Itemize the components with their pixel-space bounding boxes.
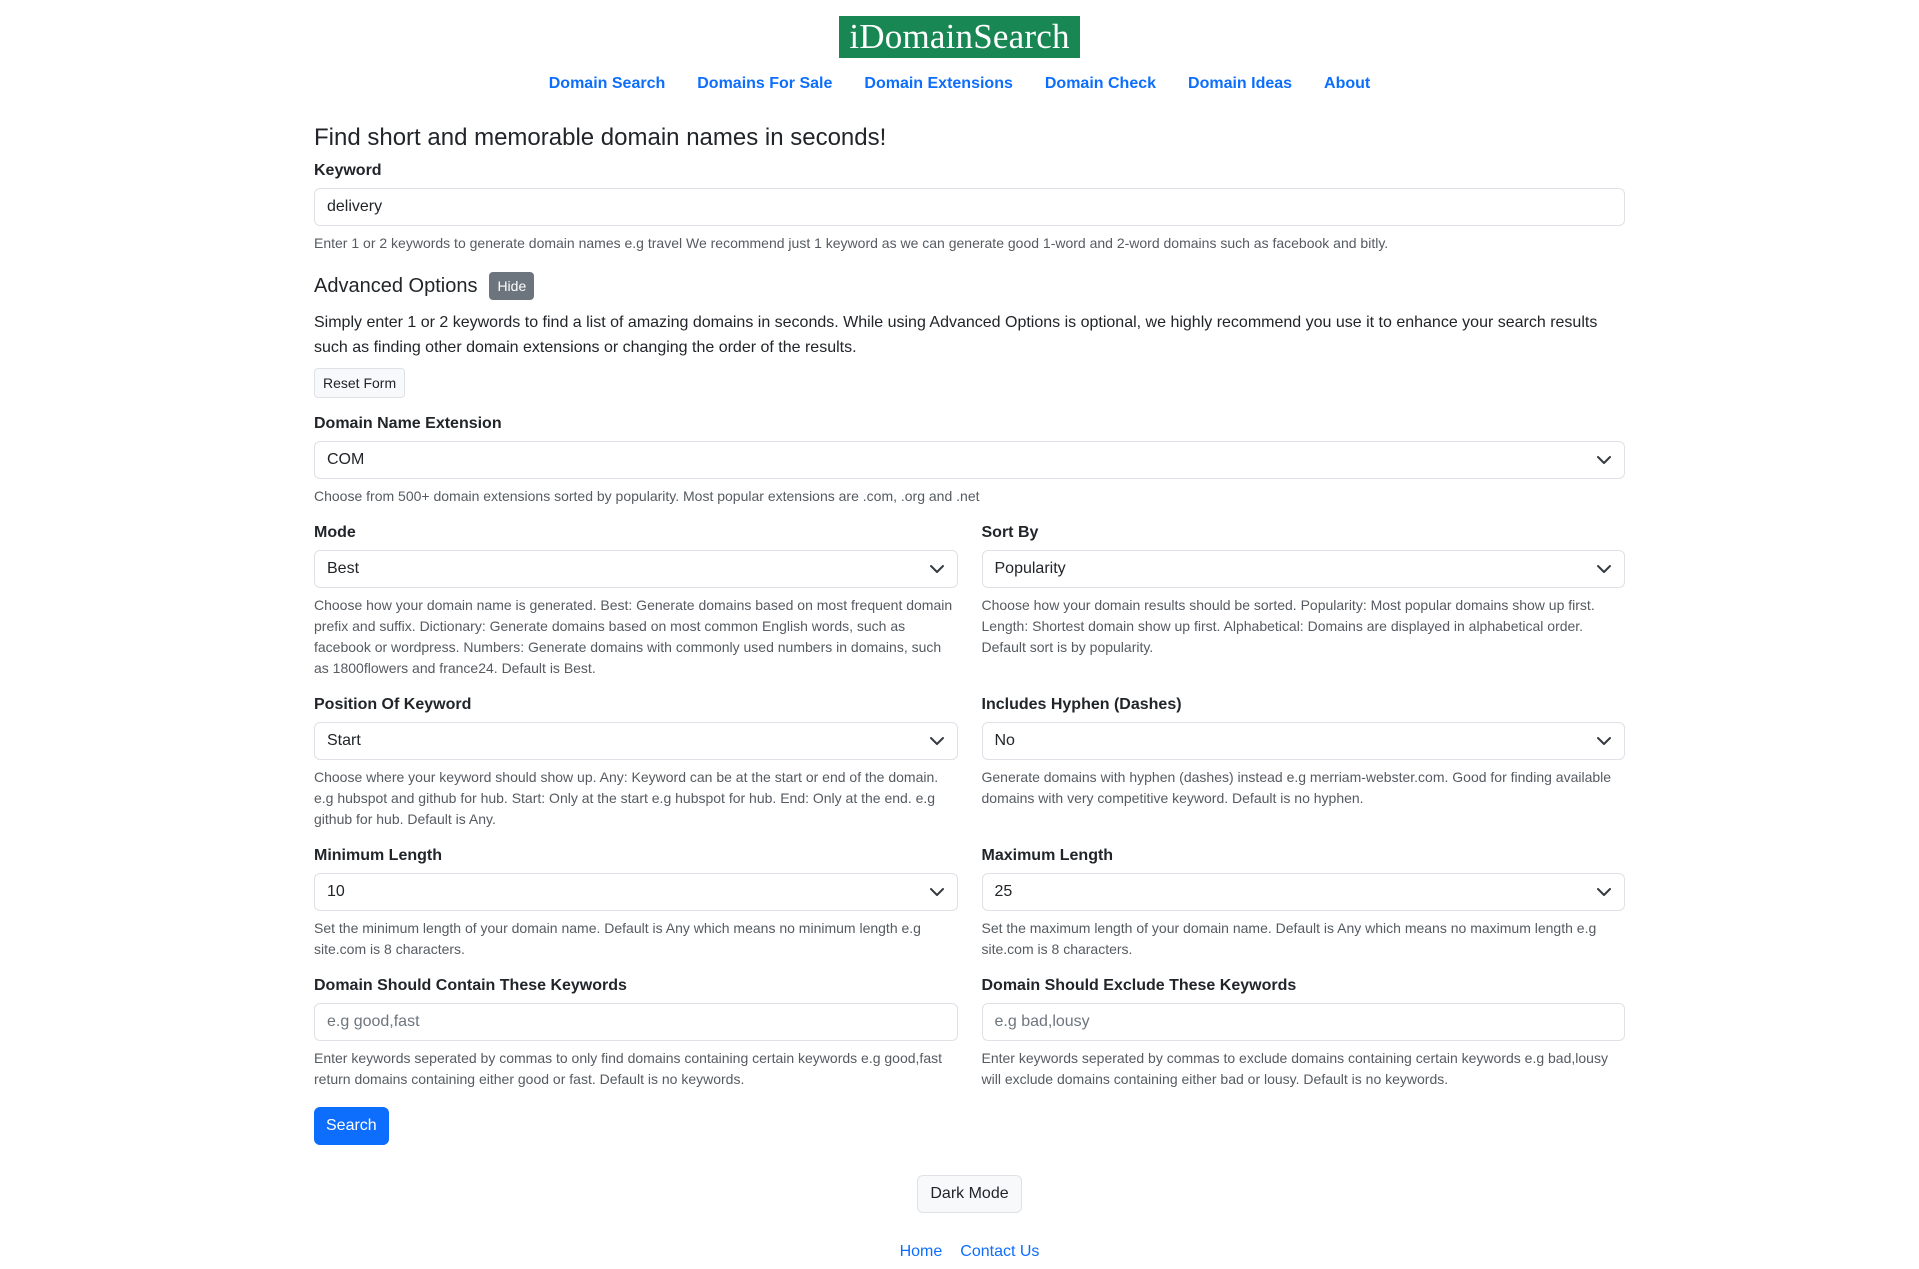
- footer-home-link[interactable]: Home: [899, 1243, 943, 1260]
- max-length-select[interactable]: [982, 873, 1626, 911]
- extension-help: Choose from 500+ domain extensions sorted by popularity. Most popular extensions are .com, .org and .net: [314, 488, 980, 504]
- position-help: Choose where your keyword should show up. Any: Keyword can be at the start or end of the domain. e.g hubspot and github for hub. Start: Only at the start e.g hubspot for hub. End: Only at the end. e.g github for hub. Default is Any.: [314, 769, 939, 827]
- exclude-help: Enter keywords seperated by commas to exclude domains containing certain keywords e.g bad,lousy will exclude domains containing either bad or lousy. Default is no keywords.: [981, 1050, 1608, 1087]
- contain-help: Enter keywords seperated by commas to only find domains containing certain keywords e.g good,fast return domains containing either good or fast. Default is no keywords.: [314, 1050, 942, 1087]
- chevron-down-icon: [1596, 452, 1612, 468]
- nav-domain-search[interactable]: Domain Search: [548, 75, 666, 92]
- nav-domain-ideas[interactable]: Domain Ideas: [1188, 75, 1293, 92]
- exclude-keywords-input[interactable]: [982, 1003, 1626, 1041]
- dark-mode-button[interactable]: Dark Mode: [917, 1175, 1021, 1213]
- keyword-help: Enter 1 or 2 keywords to generate domain names e.g travel We recommend just 1 keyword as we can generate good 1-word and 2-word domains such as facebook and bitly.: [314, 235, 1389, 251]
- chevron-down-icon: [929, 884, 945, 900]
- footer: [314, 1243, 1625, 1261]
- chevron-down-icon: [929, 733, 945, 749]
- min-length-label: Minimum Length: [314, 847, 442, 864]
- advanced-options-description: Simply enter 1 or 2 keywords to find a list of amazing domains in seconds. While using Advanced Options is optional, we highly recommend you use it to enhance your search results such as finding other domain extensions or changing the order of the results.: [314, 314, 1598, 356]
- position-label: Position Of Keyword: [314, 696, 472, 713]
- min-length-value: 10: [327, 883, 345, 900]
- contain-keywords-input[interactable]: [314, 1003, 958, 1041]
- site-logo[interactable]: iDomainSearch: [839, 16, 1079, 58]
- chevron-down-icon: [929, 561, 945, 577]
- exclude-label: Domain Should Exclude These Keywords: [981, 977, 1297, 994]
- nav-domains-for-sale[interactable]: Domains For Sale: [697, 75, 833, 92]
- footer-contact-link[interactable]: Contact Us: [960, 1243, 1040, 1260]
- hyphen-help: Generate domains with hyphen (dashes) instead e.g merriam-webster.com. Good for finding available domains with very competitive keyword. Default is no hyphen.: [981, 769, 1612, 806]
- nav-domain-check[interactable]: Domain Check: [1044, 75, 1157, 92]
- mode-help: Choose how your domain name is generated. Best: Generate domains based on most frequent domain prefix and suffix. Dictionary: Generate domains based on most common English words, such as facebook or wordpress. Numbers: Generate domains with commonly used numbers in domains, such as 1800flowers and france24. Default is Best.: [314, 597, 953, 676]
- contain-label: Domain Should Contain These Keywords: [314, 977, 627, 994]
- max-length-help: Set the maximum length of your domain name. Default is Any which means no maximum length e.g site.com is 8 characters.: [981, 920, 1597, 957]
- keyword-input[interactable]: [314, 188, 1625, 226]
- hide-advanced-button[interactable]: Hide: [489, 272, 534, 300]
- max-length-label: Maximum Length: [981, 847, 1114, 864]
- mode-label: Mode: [314, 524, 356, 541]
- mode-value: Best: [327, 560, 360, 577]
- sort-value: Popularity: [994, 560, 1066, 577]
- page-title: Find short and memorable domain names in seconds!: [314, 124, 887, 151]
- hyphen-select[interactable]: [982, 722, 1626, 760]
- chevron-down-icon: [1596, 733, 1612, 749]
- search-button[interactable]: Search: [314, 1107, 389, 1145]
- nav-domain-extensions[interactable]: Domain Extensions: [864, 75, 1013, 92]
- reset-form-button[interactable]: Reset Form: [314, 368, 405, 398]
- main-nav: [0, 75, 1919, 93]
- advanced-options-title: Advanced Options: [314, 274, 478, 297]
- extension-label: Domain Name Extension: [314, 415, 502, 432]
- extension-value: COM: [327, 451, 365, 468]
- nav-about[interactable]: About: [1324, 75, 1371, 92]
- mode-select[interactable]: [314, 550, 958, 588]
- position-value: Start: [327, 732, 361, 749]
- position-select[interactable]: [314, 722, 958, 760]
- chevron-down-icon: [1596, 561, 1612, 577]
- keyword-label: Keyword: [314, 162, 382, 179]
- chevron-down-icon: [1596, 884, 1612, 900]
- hyphen-label: Includes Hyphen (Dashes): [981, 696, 1182, 713]
- min-length-help: Set the minimum length of your domain name. Default is Any which means no minimum length e.g site.com is 8 characters.: [314, 920, 921, 957]
- search-form: [314, 120, 1625, 1261]
- min-length-select[interactable]: [314, 873, 958, 911]
- sort-help: Choose how your domain results should be sorted. Popularity: Most popular domains show up first. Length: Shortest domain show up first. Alphabetical: Domains are displayed in alphabetical order. Default sort is by popularity.: [981, 597, 1595, 655]
- max-length-value: 25: [994, 883, 1013, 900]
- sort-select[interactable]: [982, 550, 1626, 588]
- extension-select[interactable]: [314, 441, 1625, 479]
- hyphen-value: No: [994, 732, 1015, 749]
- sort-label: Sort By: [981, 524, 1039, 541]
